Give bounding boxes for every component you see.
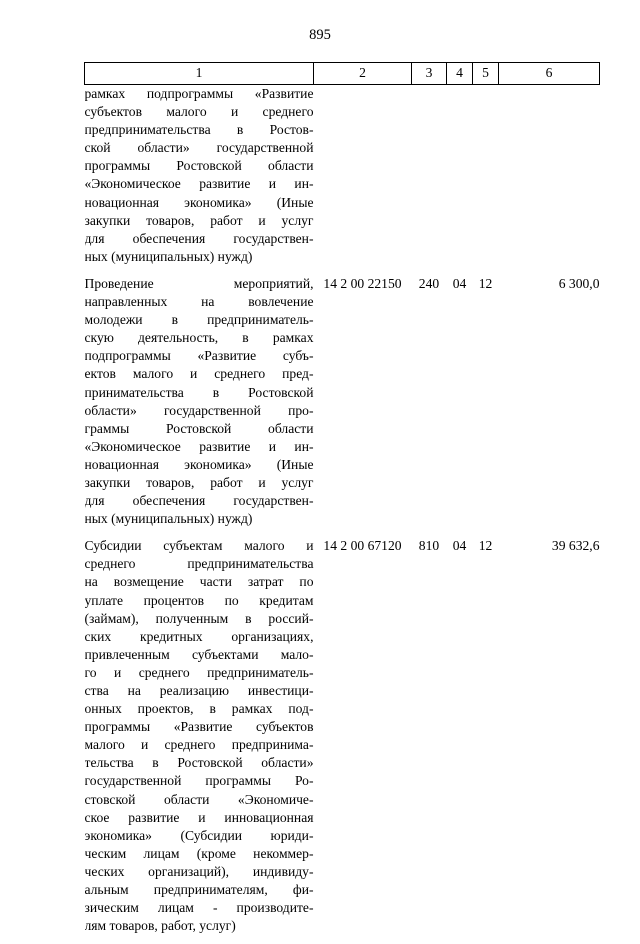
- description-line: ных (муниципальных) нужд): [84, 248, 253, 264]
- row-description: [85, 85, 314, 275]
- description-line: государственной программы Ро-: [84, 773, 314, 789]
- description-line: программы Ростовской области: [84, 158, 314, 174]
- description-line: программы «Развитие субъектов: [84, 719, 314, 735]
- expense-type-code: [412, 85, 447, 275]
- description-line: ных (муниципальных) нужд): [84, 511, 253, 527]
- description-line: ческих организаций), индивиду-: [84, 863, 314, 879]
- budget-table: [84, 62, 600, 944]
- description-line: ектов малого и среднего пред-: [84, 366, 314, 382]
- amount: [499, 85, 600, 275]
- col-header-1: 1: [85, 63, 314, 85]
- description-line: молодежи в предприниматель-: [84, 312, 314, 328]
- row-description: [85, 275, 314, 537]
- section-code: [447, 85, 473, 275]
- description-line: ства на реализацию инвестици-: [84, 683, 314, 698]
- description-line: стовской области «Экономиче-: [84, 791, 314, 807]
- description-line: области» государственной про-: [84, 402, 314, 418]
- description-line: го и среднего предприниматель-: [84, 664, 314, 680]
- description-line: для обеспечения государствен-: [84, 493, 314, 509]
- table-row: [85, 537, 600, 944]
- target-article-code: [314, 85, 412, 275]
- description-line: привлеченным субъектами мало-: [84, 646, 314, 662]
- row-description: [85, 537, 314, 944]
- description-line: скую деятельность, в рамках: [84, 330, 314, 346]
- description-line: ской области» государственной: [84, 140, 314, 156]
- description-line: тельства в Ростовской области»: [84, 755, 314, 771]
- section-code: 04: [452, 538, 467, 554]
- table-row: [85, 85, 600, 275]
- description-line: Субсидии субъектам малого и: [84, 538, 314, 554]
- description-line: альным предпринимателям, фи-: [84, 882, 314, 898]
- description-line: закупки товаров, работ и услуг: [84, 212, 314, 228]
- description-line: новационная экономика» (Иные: [84, 456, 314, 472]
- description-line: Проведение мероприятий,: [84, 275, 314, 291]
- description-line: экономика» (Субсидии юриди-: [84, 827, 314, 843]
- description-line: среднего предпринимательства: [84, 556, 314, 572]
- amount: 39 632,6: [551, 538, 600, 554]
- description-line: субъектов малого и среднего: [84, 104, 314, 120]
- description-line: ское развитие и инновационная: [84, 809, 314, 825]
- description-line: ских кредитных организациях,: [84, 628, 314, 644]
- description-line: «Экономическое развитие и ин-: [84, 176, 314, 192]
- amount: 6 300,0: [558, 275, 600, 291]
- col-header-4: 4: [447, 63, 473, 85]
- description-line: онных проектов, в рамках под-: [84, 701, 314, 717]
- description-line: принимательства в Ростовской: [84, 384, 314, 400]
- description-line: для обеспечения государствен-: [84, 230, 314, 246]
- description-line: направленных на вовлечение: [84, 294, 314, 310]
- subsection-code: [473, 85, 499, 275]
- header-row: [85, 63, 600, 85]
- description-line: лям товаров, работ, услуг): [84, 918, 236, 934]
- section-code: 04: [452, 275, 467, 291]
- expense-type-code: 810: [418, 538, 440, 554]
- description-line: уплате процентов по кредитам: [84, 592, 314, 608]
- description-line: (займам), полученным в россий-: [84, 610, 314, 626]
- description-line: граммы Ростовской области: [84, 420, 314, 436]
- expense-type-code: 240: [418, 275, 440, 291]
- col-header-3: 3: [412, 63, 447, 85]
- description-line: ческим лицам (кроме некоммер-: [84, 845, 314, 861]
- page-number: 895: [309, 27, 331, 43]
- description-line: подпрограммы «Развитие субъ-: [84, 348, 314, 364]
- description-line: «Экономическое развитие и ин-: [84, 438, 314, 454]
- col-header-5: 5: [473, 63, 499, 85]
- description-line: малого и среднего предпринима-: [84, 737, 314, 753]
- target-article-code: 14 2 00 67120: [323, 538, 402, 554]
- subsection-code: 12: [478, 538, 493, 554]
- col-header-2: 2: [314, 63, 412, 85]
- description-line: на возмещение части затрат по: [84, 574, 314, 590]
- col-header-6: 6: [499, 63, 600, 85]
- description-line: рамках подпрограммы «Развитие: [84, 86, 314, 101]
- description-line: предпринимательства в Ростов-: [84, 122, 314, 138]
- table-row: [85, 275, 600, 537]
- description-line: новационная экономика» (Иные: [84, 194, 314, 210]
- target-article-code: 14 2 00 22150: [323, 275, 402, 291]
- description-line: закупки товаров, работ и услуг: [84, 474, 314, 490]
- description-line: зическим лицам - производите-: [84, 900, 314, 916]
- subsection-code: 12: [478, 275, 493, 291]
